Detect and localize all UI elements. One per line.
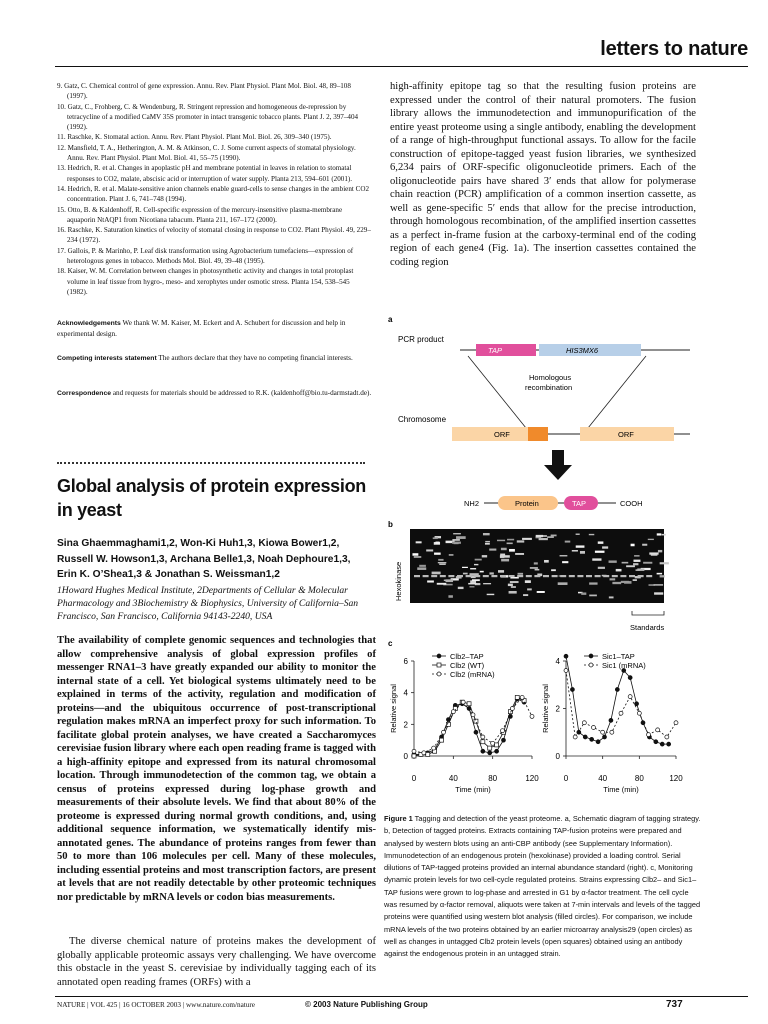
blot-band: [517, 540, 524, 542]
series-line: [566, 671, 676, 738]
blot-band: [417, 567, 426, 570]
x-tick-label: 0: [563, 774, 569, 783]
hexokinase-band: [440, 575, 446, 577]
data-point: [654, 740, 658, 744]
y-tick-label: 2: [403, 720, 408, 730]
data-point: [495, 749, 499, 753]
reference-item: 18. Kaiser, W. M. Correlation between changes in photosynthetic activity and changes in total protoplast volume in leaf tissue from hygro-, meso- and xerophytes under osmotic stress. Planta 154, 538–545 (1982).: [57, 267, 354, 296]
blot-band: [621, 581, 629, 583]
blot-band: [438, 559, 443, 561]
blot-band: [527, 588, 532, 590]
legend-label: Clb2 (mRNA): [450, 670, 495, 679]
orf-label-right: ORF: [618, 430, 634, 439]
tap-box: [476, 344, 536, 356]
blot-band: [474, 564, 478, 565]
recombination-label: recombination: [525, 383, 573, 392]
blot-band: [658, 550, 662, 552]
y-tick-label: 0: [555, 752, 560, 761]
blot-band: [576, 545, 585, 547]
blot-band: [485, 541, 490, 542]
hexokinase-band: [500, 575, 506, 577]
author-line-2: Russell W. Howson1,3, Archana Belle1,3, Noah Dephoure1,3,: [57, 553, 351, 565]
blot-band: [589, 534, 594, 535]
blot-band: [453, 533, 461, 534]
x-tick-label: 80: [634, 774, 644, 783]
panel-a-label: a: [388, 315, 393, 324]
data-point: [515, 695, 519, 699]
blot-band: [616, 569, 622, 571]
footer-copyright: © 2003 Nature Publishing Group: [305, 1000, 428, 1009]
recombination-line-left: [468, 356, 526, 428]
data-point: [422, 751, 426, 755]
data-point: [426, 752, 430, 756]
figure-caption-text: Tagging and detection of the yeast proteome. a, Schematic diagram of tagging strategy. b, Detection of tagged proteins. Extracts containing TAP-fusion proteins were prepared and analysed by western blots using an anti-CBP antibody (see Supplementary Information). Immunodetection of an endogenous protein (hexokinase) provided a loading control. Serial dilutions of TAP-tagged proteins provided an internal abundance standard (right). c, Monitoring dynamic protein levels for two cell-cycle regulated proteins. Strains expressing Clb2– and Sic1–TAP fusions were grown to log-phase and arrested in G1 by α-factor treatment. The cell cycle was resumed by α-factor removal, aliquots were taken at 7-min intervals and levels of the tagged proteins were quantified using western blot analysis (filled circles). For comparison, we include mRNA levels of the two proteins obtained by an earlier microarray analysis29 (open circles) as well as changes in untagged Clb2 protein levels (open squares) obtained using an antibody against the endogenous protein in an untagged strain.: [384, 814, 701, 959]
blot-band: [480, 571, 484, 573]
data-point: [488, 751, 492, 755]
body-paragraph-right: high-affinity epitope tag so that the resulting fusion proteins are expressed under the control of their natural promoters. The fusion library allows the immunodetection and immunopurification of the entire yeast proteome using a single antibody, enabling the development of a range of high-throughput functional assays. To allow for the facile construction of epitope-tagged yeast fusion libraries, we synthesized 6,234 pairs of ORF-specific oligonucleotide primers. Each of the oligonucleotide pairs have shared 3′ ends that allow for polymerase chain reaction (PCR) amplification of a common insertion cassette, as well as gene-specific 5′ ends that allow for the precise introduction, through homologous recombination, of the amplified insertion cassettes as a perfect in-frame fusion at the carboxy-terminal end of the coding region of each gene4 (Fig. 1a). The insertion cassettes contained the coding region: [390, 81, 696, 268]
article-title: Global analysis of protein expression in yeast: [57, 476, 366, 520]
protein-label: Protein: [515, 499, 539, 508]
hexokinase-band: [491, 575, 497, 577]
blot-band: [534, 562, 538, 564]
data-point: [564, 669, 568, 673]
blot-band: [525, 580, 531, 583]
data-point: [592, 726, 596, 730]
data-point: [440, 738, 444, 742]
hexokinase-band: [595, 575, 601, 577]
figure-panel-a: [384, 310, 702, 515]
data-point: [596, 740, 600, 744]
blot-band: [537, 591, 545, 593]
reference-item: 14. Hedrich, R. et al. Malate-sensitive anion channels enable guard-cells to sense changes in the ambient CO2 concentration. Plant J. 6, 741–748 (1994).: [57, 184, 370, 204]
x-tick-label: 40: [598, 774, 608, 783]
blot-band: [637, 568, 644, 570]
data-point: [495, 743, 499, 747]
blot-band: [523, 594, 528, 596]
blot-band: [470, 568, 476, 569]
blot-band: [448, 595, 452, 598]
blot-band: [438, 562, 447, 563]
blot-band: [510, 581, 519, 583]
legend-marker: [589, 654, 593, 658]
hexokinase-band: [517, 575, 523, 577]
data-point: [601, 730, 605, 734]
blot-band: [648, 539, 654, 540]
hexokinase-band: [629, 575, 635, 577]
reference-item: 11. Raschke, K. Stomatal action. Annu. Rev. Plant Physiol. Plant Mol. Biol. 26, 309–340 (1975).: [57, 133, 332, 142]
data-point: [656, 728, 660, 732]
blot-band: [507, 539, 514, 541]
blot-band: [511, 586, 516, 588]
blot-band: [530, 567, 538, 568]
blot-band: [539, 538, 548, 540]
blot-band: [468, 583, 476, 585]
data-point: [501, 729, 505, 733]
acknowledgements-label: Acknowledgements: [57, 320, 121, 327]
reference-item: 9. Gatz, C. Chemical control of gene expression. Annu. Rev. Plant Physiol. Plant Mol. Biol. 48, 89–108 (1997).: [57, 82, 351, 101]
reference-item: 10. Gatz, C., Frohberg, C. & Wendenburg, R. Stringent repression and homogeneous de-repression by tetracycline of a modified CaMV 35S promoter in intact transgenic tobacco plants. Plant J. 2, 397–404 (1992).: [57, 102, 359, 132]
data-point: [590, 737, 594, 741]
blot-band: [642, 544, 647, 546]
reference-item: 13. Hedrich, R. et al. Changes in apoplastic pH and membrane potential in leaves in relation to stomatal responses to CO2, malate, abscisic acid or interruption of water supply. Planta 213, 594–601 (2001).: [57, 164, 353, 183]
blot-band: [662, 534, 666, 536]
blot-band: [456, 536, 466, 539]
hexokinase-band: [466, 575, 472, 577]
blot-band: [416, 541, 422, 543]
data-point: [491, 741, 495, 745]
affiliations: 1Howard Hughes Medical Institute, 2Departments of Cellular & Molecular Pharmacology and 3Biochemistry & Biophysics, University of California–San Francisco, San Francisco, California 94143-2240, USA: [57, 585, 359, 622]
hexokinase-band: [483, 575, 489, 577]
hexokinase-band: [423, 575, 429, 577]
blot-band: [437, 583, 447, 585]
footer-rule: [55, 996, 748, 997]
blot-band: [434, 553, 441, 555]
blot-band: [435, 542, 439, 544]
figure-caption-label: Figure 1: [384, 814, 413, 823]
data-point: [582, 721, 586, 725]
data-point: [615, 688, 619, 692]
acknowledgements: [57, 318, 372, 339]
y-tick-label: 0: [403, 752, 408, 761]
hexokinase-band: [414, 575, 420, 577]
data-point: [637, 711, 641, 715]
figure-caption: [384, 813, 702, 961]
legend-marker: [437, 672, 441, 676]
y-tick-label: 4: [403, 688, 408, 698]
legend-marker: [437, 663, 441, 667]
y-axis-label: Relative signal: [389, 684, 398, 733]
blot-band: [489, 549, 496, 551]
x-axis-label: Time (min): [455, 785, 491, 794]
data-point: [461, 700, 465, 704]
x-axis-label: Time (min): [603, 785, 639, 794]
blot-band: [462, 567, 468, 568]
blot-band: [633, 560, 640, 562]
blot-band: [515, 553, 524, 555]
blot-band: [475, 559, 482, 561]
orf-label-left: ORF: [494, 430, 510, 439]
data-point: [488, 746, 492, 750]
blot-band: [412, 553, 418, 556]
blot-band: [612, 582, 621, 584]
hexokinase-band: [569, 575, 575, 577]
data-point: [577, 730, 581, 734]
hexokinase-band: [534, 575, 540, 577]
blot-band: [446, 579, 454, 582]
hexokinase-band: [577, 575, 583, 577]
reference-item: 16. Raschke, K. Saturation kinetics of velocity of stomatal closing in response to CO2. Plant Physiol. 49, 229–234 (1972).: [57, 226, 371, 245]
data-point: [583, 735, 587, 739]
data-point: [471, 713, 475, 717]
article-separator: [57, 462, 365, 464]
blot-band: [544, 560, 549, 563]
blot-band: [498, 570, 504, 573]
data-point: [667, 742, 671, 746]
blot-band: [634, 555, 639, 557]
blot-band: [562, 561, 568, 563]
blot-band: [633, 579, 637, 581]
footer-citation: NATURE | VOL 425 | 16 OCTOBER 2003 | www.nature.com/nature: [57, 1001, 255, 1009]
blot-band: [657, 573, 662, 575]
blot-band: [633, 563, 638, 565]
data-point: [610, 730, 614, 734]
orf-junction-box: [528, 427, 548, 441]
hexokinase-band: [448, 575, 454, 577]
blot-band: [501, 548, 507, 550]
blot-band: [558, 582, 568, 585]
blot-band: [518, 573, 524, 575]
blot-band: [419, 565, 426, 567]
blot-band: [509, 549, 515, 552]
data-point: [609, 718, 613, 722]
reference-item: 12. Mansfield, T. A., Hetherington, A. M. & Atkinson, C. J. Some current aspects of stomatal physiology. Annu. Rev. Plant Physiol. Plant Mol. Biol. 41, 55–75 (1990).: [57, 143, 356, 163]
data-point: [665, 735, 669, 739]
data-point: [573, 735, 577, 739]
blot-band: [489, 572, 493, 574]
data-point: [674, 721, 678, 725]
blot-band: [622, 562, 629, 564]
data-point: [442, 730, 446, 734]
blot-band: [509, 591, 517, 594]
standards-label: Standards: [630, 623, 665, 632]
x-tick-label: 120: [525, 774, 539, 783]
blot-band: [598, 541, 604, 543]
data-point: [660, 742, 664, 746]
blot-band: [631, 544, 635, 547]
blot-band: [572, 550, 578, 551]
chromosome-label: Chromosome: [398, 415, 447, 424]
clb2-chart: [389, 652, 539, 794]
blot-band: [609, 596, 614, 598]
blot-band: [426, 549, 433, 551]
data-point: [467, 702, 471, 706]
blot-band: [660, 575, 665, 577]
blot-band: [657, 533, 662, 535]
blot-band: [497, 540, 505, 541]
data-point: [619, 711, 623, 715]
blot-band: [472, 579, 480, 581]
hexokinase-band: [560, 575, 566, 577]
x-tick-label: 80: [488, 774, 498, 783]
hexokinase-band: [603, 575, 609, 577]
nh2-label: NH2: [464, 499, 480, 508]
y-tick-label: 6: [403, 657, 408, 666]
competing-interests-text: The authors declare that they have no competing financial interests.: [156, 354, 353, 362]
blot-band: [551, 535, 557, 537]
hexokinase-band: [646, 575, 652, 577]
blot-band: [483, 583, 491, 584]
hexokinase-band: [586, 575, 592, 577]
hexokinase-band: [620, 575, 626, 577]
sic1-chart: [541, 652, 683, 794]
hexokinase-band: [543, 575, 549, 577]
blot-band: [501, 559, 509, 562]
blot-band: [592, 558, 601, 560]
cooh-label: COOH: [620, 499, 643, 508]
competing-interests-label: Competing interests statement: [57, 355, 157, 362]
blot-band: [432, 572, 441, 575]
blot-band: [560, 555, 568, 556]
blot-band: [458, 587, 464, 589]
blot-band: [589, 595, 597, 597]
acknowledgements-text: We thank W. M. Kaiser, M. Eckert and A. Schubert for discussion and help in experimental design.: [57, 319, 346, 339]
blot-band: [535, 569, 540, 571]
hexokinase-band: [457, 575, 463, 577]
data-point: [564, 654, 568, 658]
blot-band: [439, 564, 445, 565]
blot-band: [551, 569, 556, 571]
legend-marker: [437, 654, 441, 658]
legend-marker: [589, 663, 593, 667]
hexokinase-band: [552, 575, 558, 577]
blot-band: [463, 573, 468, 575]
hexokinase-band: [638, 575, 644, 577]
hexokinase-band: [526, 575, 532, 577]
blot-band: [449, 554, 454, 556]
his3mx6-label: HIS3MX6: [566, 346, 599, 355]
header-rule: [55, 66, 748, 67]
blot-band: [433, 537, 438, 539]
data-point: [451, 710, 455, 714]
blot-band: [452, 539, 460, 541]
data-point: [481, 740, 485, 744]
hexokinase-band: [474, 575, 480, 577]
tap-label: TAP: [488, 346, 503, 355]
blot-band: [536, 535, 543, 537]
data-point: [474, 719, 478, 723]
panel-b-label: b: [388, 520, 393, 529]
blot-band: [598, 567, 605, 569]
data-point: [510, 707, 514, 711]
down-arrow-icon: [544, 450, 572, 480]
blot-band: [500, 555, 510, 558]
reference-list: [57, 81, 372, 297]
blot-band: [508, 584, 513, 586]
blot-band: [653, 584, 663, 586]
page-number: 737: [666, 999, 683, 1010]
data-point: [432, 746, 436, 750]
figure-panel-b: [384, 515, 702, 640]
competing-interests: [57, 353, 372, 364]
blot-band: [565, 541, 571, 543]
data-point: [481, 735, 485, 739]
blot-band: [580, 551, 585, 554]
journal-section-header: letters to nature: [600, 38, 748, 60]
figure-panel-c: [384, 636, 702, 806]
blot-band: [643, 562, 652, 564]
blot-band: [483, 533, 490, 535]
pcr-product-label: PCR product: [398, 335, 444, 344]
data-point: [474, 730, 478, 734]
orf-box-left: [452, 427, 532, 441]
correspondence: [57, 388, 372, 399]
blot-band: [602, 546, 608, 548]
panel-c-label: c: [388, 639, 393, 648]
tap-tag-label: TAP: [572, 499, 587, 508]
author-line-3: Erin K. O’Shea1,3 & Jonathan S. Weissman1,2: [57, 569, 280, 580]
data-point: [530, 714, 534, 718]
data-point: [570, 688, 574, 692]
blot-band: [522, 538, 532, 540]
blot-band: [589, 582, 597, 584]
author-list: [57, 536, 377, 583]
data-point: [412, 754, 416, 758]
blot-band: [654, 592, 663, 594]
reference-item: 17. Gallois, P. & Marinho, P. Leaf disk transformation using Agrobacterium tumefaciens—expression of heterologous genes in tobacco. Methods Mol. Biol. 49, 39–48 (1995).: [57, 246, 354, 266]
data-point: [647, 733, 651, 737]
recombination-line-right: [588, 356, 646, 428]
data-point: [628, 676, 632, 680]
blot-band: [576, 533, 580, 534]
data-point: [603, 735, 607, 739]
blot-band: [487, 594, 495, 595]
data-point: [501, 738, 505, 742]
hexokinase-band: [431, 575, 437, 577]
blot-band: [507, 543, 513, 545]
legend-label: Sic1–TAP: [602, 652, 635, 661]
reference-item: 15. Otto, B. & Kaldenhoff, R. Cell-specific expression of the mercury-insensitive plasma-membrane aquaporin NtAQP1 from Nicotiana tabacum. Planta 211, 167–172 (2000).: [57, 205, 343, 224]
data-point: [481, 749, 485, 753]
homologous-label: Homologous: [529, 373, 572, 382]
data-point: [635, 702, 639, 706]
blot-band: [610, 578, 616, 580]
blot-band: [547, 536, 554, 537]
x-tick-label: 0: [411, 774, 417, 783]
x-tick-label: 120: [669, 774, 683, 783]
blot-band: [452, 542, 461, 544]
blot-band: [626, 565, 635, 567]
y-tick-label: 2: [555, 704, 560, 714]
x-tick-label: 40: [448, 774, 458, 783]
blot-band: [414, 556, 422, 558]
blot-band: [581, 592, 586, 594]
blot-band: [595, 551, 605, 553]
data-point: [628, 695, 632, 699]
blot-band: [427, 580, 434, 582]
correspondence-label: Correspondence: [57, 390, 112, 397]
hexokinase-label: Hexokinase: [394, 561, 403, 601]
legend-label: Clb2–TAP: [450, 652, 484, 661]
blot-band: [469, 586, 474, 587]
data-point: [520, 695, 524, 699]
blot-band: [485, 543, 490, 545]
hexokinase-band: [509, 575, 515, 577]
author-line-1: Sina Ghaemmaghami1,2, Won-Ki Huh1,3, Kiowa Bower1,2,: [57, 538, 340, 549]
abstract: The availability of complete genomic sequences and technologies that allow comprehensive analysis of global expression profiles of messenger RNA1–3 have greatly expanded our ability to monitor the internal state of a cell. Yet biological systems ultimately need to be explained in terms of the activity, regulation and modification of proteins—and the ubiquitous occurrence of post-transcriptional regulation makes mRNA an imperfect proxy for such information. To facilitate global protein analyses, we have created a Saccharomyces cerevisiae fusion library where each open reading frame is tagged with a high-affinity epitope and expressed from its natural chromosomal location. Through immunodetection of the common tag, we obtain a census of proteins expressed during log-phase growth and measurements of their absolute levels. We find that about 80% of the proteome is expressed during normal growth conditions, and, using additional sequence information, we systematically identify mis-annotated genes. The abundance of proteins ranges from fewer than 50 to more than 106 molecules per cell. Many of these molecules, including essential proteins and most transcription factors, are present at levels that are not readily detectable by other proteomic techniques nor predictable by mRNA levels or codon bias measurements.: [57, 635, 376, 903]
body-paragraph-left: The diverse chemical nature of proteins makes the development of globally applicable proteomic assays very challenging. We have overcome this obstacle in the yeast S. cerevisiae by individually tagging each of its annotated open reading frames (ORFs) with a: [57, 936, 376, 988]
blot-band: [649, 552, 658, 554]
data-point: [412, 749, 416, 753]
legend-label: Clb2 (WT): [450, 661, 485, 670]
blot-band: [660, 562, 669, 564]
blot-band: [609, 560, 617, 562]
legend-label: Sic1 (mRNA): [602, 661, 646, 670]
y-axis-label: Relative signal: [541, 684, 550, 733]
hexokinase-band: [612, 575, 618, 577]
blot-band: [482, 555, 487, 557]
correspondence-text: and requests for materials should be addressed to R.K. (kaldenhoff@bio.tu-darmstadt.de).: [111, 389, 372, 397]
y-tick-label: 4: [555, 657, 560, 666]
standards-bracket: [632, 611, 664, 615]
